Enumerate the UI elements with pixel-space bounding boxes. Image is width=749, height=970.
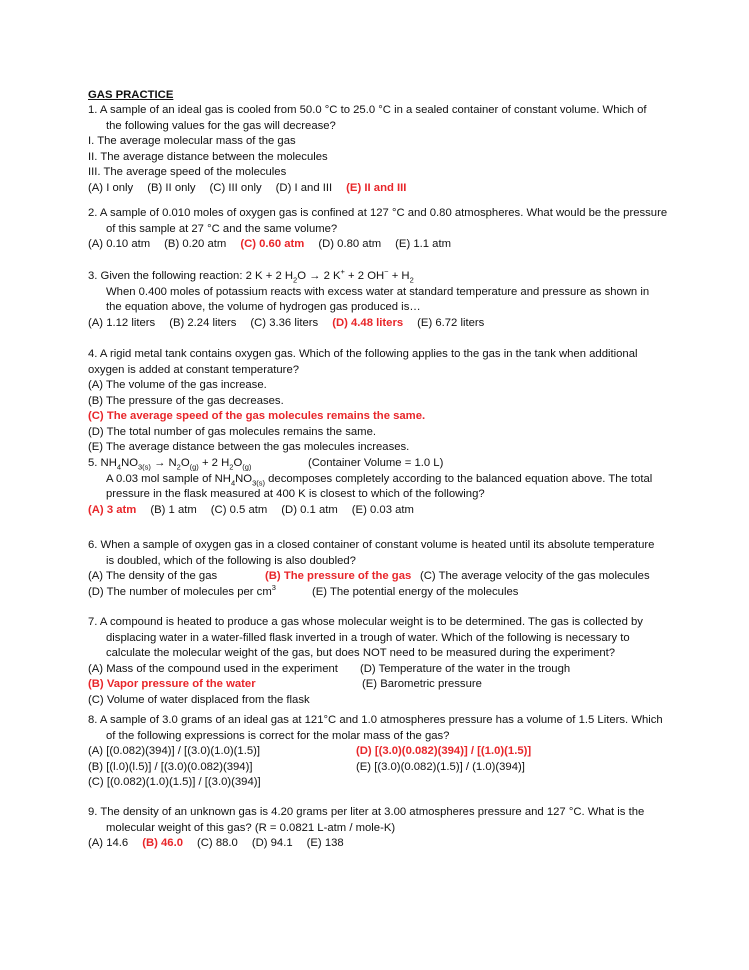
answer-choice — [210, 181, 262, 196]
question-1-line — [106, 119, 350, 134]
text-run: A 0.03 mol sample of NH — [106, 472, 231, 485]
question-text — [88, 347, 638, 362]
answer-choice — [169, 316, 236, 331]
question-7-line — [106, 646, 629, 661]
answer-choice — [88, 662, 338, 677]
correct-answer-text: (C) 0.60 atm — [240, 238, 305, 250]
text-run: 5. NH — [88, 457, 117, 469]
answer-choice — [360, 662, 570, 677]
text-run: (B) The pressure of the gas decreases. — [88, 394, 284, 407]
text-run: 4 — [116, 462, 122, 472]
answer-choice — [346, 181, 406, 196]
answer-choice — [88, 836, 128, 851]
question-7-line — [88, 615, 657, 630]
text-run: (A) 14.6 — [88, 837, 129, 849]
question-3-line — [106, 300, 435, 315]
text-run: O — [180, 457, 190, 469]
text-run: 4. A rigid metal tank contains oxygen gas. Which of the following applies to the gas in the tank when additional — [88, 348, 638, 360]
question-5-line — [106, 472, 666, 487]
text-run: (A) 0.10 atm — [88, 238, 151, 250]
question-text — [106, 119, 336, 134]
answer-choice — [142, 836, 183, 851]
answer-choice — [88, 760, 252, 775]
answer-choice — [420, 569, 650, 584]
question-6-line — [88, 538, 668, 553]
answer-choice — [88, 503, 136, 518]
text-run: (B) 2.24 liters — [169, 316, 237, 329]
text-run: (D) The total number of gas molecules remains the same. — [88, 425, 376, 438]
answer-choice — [88, 456, 251, 471]
question-text — [88, 538, 654, 553]
question-4-line — [88, 378, 281, 393]
text-run: (A) Mass of the compound used in the experiment — [88, 662, 338, 675]
answer-choice — [88, 237, 150, 252]
question-text — [88, 103, 647, 118]
text-run: 2 — [409, 275, 414, 285]
answer-choice — [307, 836, 344, 851]
question-text — [88, 378, 267, 393]
answer-choice — [88, 677, 256, 692]
question-text — [106, 472, 652, 487]
text-run: (A) The density of the gas — [88, 570, 218, 582]
text-run: displacing water in a water-filled flask inverted in a trough of water. Which of the following is necessary to — [106, 631, 630, 644]
question-1-line — [88, 165, 300, 180]
question-4-line — [88, 363, 313, 378]
text-run: 3(s) — [252, 477, 265, 487]
question-text — [106, 300, 421, 315]
answer-choice — [276, 181, 333, 196]
text-run: (B) [(l.0)(l.5)] / [(3.0)(0.082)(394)] — [88, 760, 253, 773]
correct-answer-text: (C) The average speed of the gas molecules remains the same. — [88, 410, 426, 422]
text-run: (C) Volume of water displaced from the flask — [88, 693, 310, 706]
text-run: 2 — [176, 462, 181, 472]
text-run: 2 — [293, 275, 298, 285]
question-text — [106, 554, 356, 569]
question-text — [88, 269, 414, 284]
text-run: + 2 OH — [344, 270, 385, 282]
text-run: 3. Given the following reaction: 2 K + 2 H — [88, 270, 294, 282]
text-run: (C) 88.0 — [197, 837, 238, 849]
answer-choice — [352, 503, 414, 518]
question-3-line — [106, 285, 663, 300]
text-run: → N — [150, 457, 177, 469]
text-run: (B) II only — [147, 181, 196, 194]
text-run: molecular weight of this gas? (R = 0.0821 L-atm / mole-K) — [106, 821, 396, 834]
text-run: (E) 1.1 atm — [395, 238, 452, 250]
text-run: (C) III only — [209, 181, 262, 194]
question-9-line — [106, 821, 409, 836]
text-run: oxygen is added at constant temperature? — [88, 363, 300, 376]
answer-choice — [88, 181, 133, 196]
answer-choice — [281, 503, 338, 518]
text-run: (E) 138 — [306, 837, 344, 849]
text-run: (E) 0.03 atm — [351, 503, 414, 516]
question-7-line — [106, 631, 644, 646]
text-run: pressure in the flask measured at 400 K is closest to which of the following? — [106, 488, 485, 500]
answer-choice — [147, 181, 195, 196]
question-text — [106, 729, 449, 744]
text-run: O → 2 K — [297, 270, 341, 282]
question-text — [88, 363, 299, 378]
text-run: + H — [388, 270, 410, 282]
question-text — [88, 775, 261, 790]
question-text — [88, 693, 310, 708]
question-1-line — [88, 150, 342, 165]
text-run: (A) I only — [88, 181, 134, 194]
text-run: (D) The number of molecules per cm — [88, 585, 272, 598]
text-run: (A) The volume of the gas increase. — [88, 379, 267, 391]
text-run: II. The average distance between the molecules — [88, 150, 328, 163]
text-run: of the following expressions is correct for the molar mass of the gas? — [106, 729, 450, 742]
text-run: (B) 1 atm — [150, 503, 197, 516]
text-run: (D) 0.80 atm — [318, 238, 382, 250]
question-9-line — [88, 805, 658, 820]
text-run: 1. A sample of an ideal gas is cooled from 50.0 °C to 25.0 °C in a sealed container of constant volume. Which of — [88, 104, 647, 116]
correct-answer-text: (B) Vapor pressure of the water — [88, 678, 256, 690]
text-run: + 2 H — [198, 457, 230, 469]
question-8-line — [88, 775, 275, 790]
question-4-line — [88, 409, 439, 424]
answer-choice — [356, 760, 525, 775]
text-run: (D) 0.1 atm — [281, 503, 338, 516]
text-run: (D) I and III — [275, 181, 333, 194]
text-run: I. The average molecular mass of the gas — [88, 135, 296, 147]
answer-choice — [312, 585, 518, 600]
text-run: (g) — [189, 462, 199, 472]
text-run: (C) The average velocity of the gas molecules — [420, 570, 650, 582]
question-text — [88, 150, 328, 165]
text-run: (E) The potential energy of the molecules — [312, 585, 519, 598]
correct-answer-text: (A) 3 atm — [88, 503, 137, 516]
correct-answer-text: (D) 4.48 liters — [332, 316, 404, 329]
text-run: 3 — [271, 582, 276, 592]
question-8-line — [106, 729, 463, 744]
question-text — [88, 615, 643, 630]
question-text — [88, 206, 667, 221]
text-run: (E) The average distance between the gas molecules increases. — [88, 441, 410, 453]
question-text — [106, 222, 337, 237]
text-run: (C) 3.36 liters — [250, 316, 319, 329]
question-2-line — [88, 237, 465, 252]
question-6-line — [106, 554, 370, 569]
question-1-line — [88, 103, 661, 118]
answer-choice — [88, 582, 276, 600]
question-4-line — [88, 440, 423, 455]
text-run: the equation above, the volume of hydrogen gas produced is… — [106, 301, 421, 313]
text-run: (E) 6.72 liters — [417, 316, 485, 329]
question-7-line — [88, 693, 324, 708]
text-run: calculate the molecular weight of the gas, but does NOT need to be measured during the experiment? — [106, 647, 616, 659]
answer-choice — [164, 237, 226, 252]
question-text — [88, 409, 425, 424]
question-1-line — [88, 134, 310, 149]
text-run: 2. A sample of 0.010 moles of oxygen gas is confined at 127 °C and 0.80 atmospheres. What would be the pressure — [88, 207, 668, 219]
text-run: (D) Temperature of the water in the trough — [360, 662, 571, 675]
correct-answer-text: (D) [(3.0)(0.082)(394)] / [(1.0)(1.5)] — [356, 745, 532, 757]
question-text — [106, 646, 615, 661]
question-5-line — [106, 487, 499, 502]
correct-answer-text: (E) II and III — [346, 181, 407, 194]
answer-choice — [318, 237, 381, 252]
question-text — [106, 487, 485, 502]
text-run: 4 — [230, 477, 236, 487]
text-run: the following values for the gas will decrease? — [106, 119, 336, 132]
question-4-line — [88, 425, 390, 440]
text-run: (Container Volume = 1.0 L) — [308, 457, 444, 469]
text-run: (B) 0.20 atm — [164, 238, 227, 250]
document-title: GAS PRACTICE — [88, 89, 174, 101]
question-text — [106, 285, 649, 300]
text-run: 6. When a sample of oxygen gas in a closed container of constant volume is heated until its absolute temperature — [88, 539, 655, 551]
answer-choice — [88, 316, 155, 331]
answer-choice — [88, 744, 260, 759]
answer-choice — [150, 503, 196, 518]
answer-choice — [88, 569, 217, 584]
question-text — [88, 425, 376, 440]
question-1-line — [88, 181, 420, 196]
text-run: 9. The density of an unknown gas is 4.20 grams per liter at 3.00 atmospheres pressure and 127 °C. What is the — [88, 806, 645, 818]
answer-choice — [240, 237, 304, 252]
question-3-line — [88, 269, 428, 284]
question-text — [88, 165, 286, 180]
question-text — [106, 631, 630, 646]
question-text — [106, 821, 395, 836]
question-text — [88, 713, 663, 728]
text-run: NO — [121, 457, 139, 469]
answer-choice — [265, 569, 411, 584]
question-4-line — [88, 347, 652, 362]
text-run: III. The average speed of the molecules — [88, 166, 287, 178]
text-run: NO — [235, 472, 253, 485]
correct-answer-text: (B) 46.0 — [142, 837, 183, 849]
answer-choice — [252, 836, 293, 851]
question-2-line — [88, 206, 681, 221]
question-2-line — [106, 222, 351, 237]
text-run: + — [340, 267, 345, 277]
answer-choice — [197, 836, 238, 851]
text-run: (E) Barometric pressure — [362, 678, 482, 690]
text-run: decomposes completely according to the balanced equation above. The total — [265, 472, 653, 485]
text-run: 2 — [229, 462, 234, 472]
question-text — [88, 134, 296, 149]
question-5-line — [88, 503, 428, 518]
answer-choice — [417, 316, 484, 331]
text-run: 8. A sample of 3.0 grams of an ideal gas at 121°C and 1.0 atmospheres pressure has a volume of 1.5 Liters. Which — [88, 714, 663, 726]
text-run: (g) — [242, 462, 252, 472]
question-4-line — [88, 394, 298, 409]
question-3-line — [88, 316, 498, 331]
text-run: 7. A compound is heated to produce a gas whose molecular weight is to be determined. The gas is collected by — [88, 616, 643, 628]
text-run: is doubled, which of the following is also doubled? — [106, 554, 356, 567]
question-text — [88, 440, 409, 455]
correct-answer-text: (B) The pressure of the gas — [265, 570, 412, 582]
text-run: (E) [(3.0)(0.082)(1.5)] / (1.0)(394)] — [356, 760, 525, 773]
answer-choice — [362, 677, 482, 692]
answer-choice — [308, 456, 443, 471]
answer-choice — [395, 237, 451, 252]
answer-choice — [332, 316, 403, 331]
answer-choice — [211, 503, 268, 518]
answer-choice — [356, 744, 531, 759]
text-run: (A) 1.12 liters — [88, 316, 156, 329]
text-run: − — [384, 267, 389, 277]
question-8-line — [88, 713, 677, 728]
text-run: (C) 0.5 atm — [210, 503, 268, 516]
question-text — [88, 394, 284, 409]
question-text — [88, 805, 644, 820]
text-run: 3(s) — [138, 462, 151, 472]
text-run: (C) [(0.082)(1.0)(1.5)] / [(3.0)(394)] — [88, 776, 261, 788]
answer-choice — [250, 316, 318, 331]
text-run: of this sample at 27 °C and the same volume? — [106, 222, 338, 235]
question-9-line — [88, 836, 358, 851]
text-run: (D) 94.1 — [251, 837, 293, 849]
text-run: (A) [(0.082)(394)] / [(3.0)(1.0)(1.5)] — [88, 745, 261, 757]
text-run: When 0.400 moles of potassium reacts with excess water at standard temperature and pressure as shown in — [106, 285, 650, 298]
text-run: O — [233, 457, 243, 469]
